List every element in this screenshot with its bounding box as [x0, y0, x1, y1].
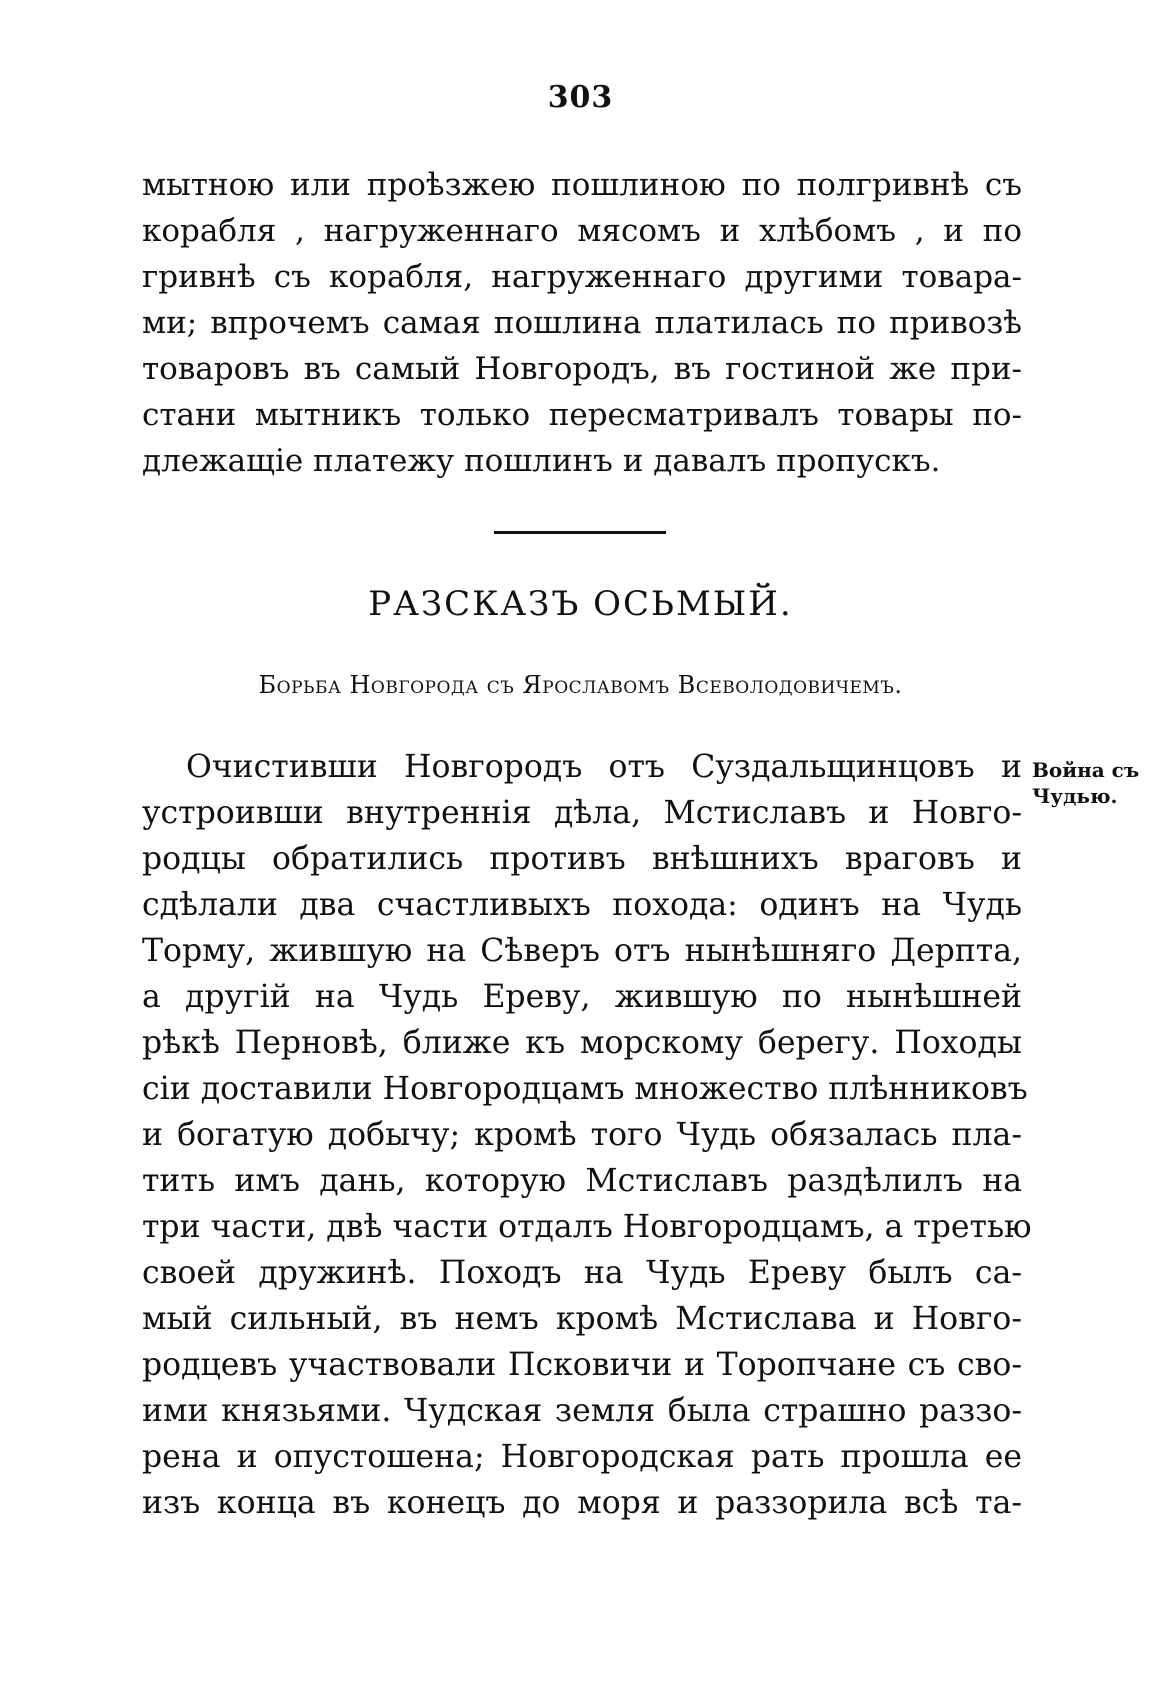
- text-line: корабля , нагруженнаго мясомъ и хлѣбомъ , и по: [142, 213, 1022, 249]
- text-line: Очистивши Новгородъ отъ Суздальщинцовъ и: [186, 749, 1022, 785]
- text-line: устроивши внутреннія дѣла, Мстиславъ и Новго-: [142, 795, 1022, 831]
- text-line: родцевъ участвовали Псковичи и Торопчане съ сво-: [142, 1347, 1022, 1383]
- text-line: стани мытникъ только пересматривалъ товары по-: [142, 397, 1022, 433]
- text-line: ими князьями. Чудская земля была страшно раззо-: [142, 1393, 1022, 1429]
- text-line: мый сильный, въ немъ кромѣ Мстислава и Новго-: [142, 1301, 1022, 1337]
- text-line: а другій на Чудь Ереву, жившую по нынѣшней: [142, 979, 1022, 1015]
- text-line: ми; впрочемъ самая пошлина платилась по привозѣ: [142, 305, 1022, 341]
- text-line: гривнѣ съ корабля, нагруженнаго другими товара-: [142, 259, 1022, 295]
- margin-note: [1032, 757, 1157, 809]
- page-number: 303: [547, 80, 614, 115]
- chapter-subtitle: Борьба Новгорода съ Ярославомъ Всеволодовичемъ.: [258, 671, 903, 699]
- text-line: сдѣлали два счастливыхъ похода: одинъ на Чудь: [142, 887, 1022, 923]
- text-line: и богатую добычу; кромѣ того Чудь обязалась пла-: [142, 1117, 1022, 1153]
- margin-note-line: Война съ: [1032, 758, 1140, 782]
- text-line: родцы обратились противъ внѣшнихъ враговъ и: [142, 841, 1022, 877]
- text-line: товаровъ въ самый Новгородъ, въ гостиной же при-: [142, 351, 1022, 387]
- top-paragraph: [142, 162, 1022, 484]
- text-line: три части, двѣ части отдалъ Новгородцамъ, а третью: [142, 1209, 1032, 1245]
- text-line: рѣкѣ Перновѣ, ближе къ морскому берегу. Походы: [142, 1025, 1022, 1061]
- text-line: своей дружинѣ. Походъ на Чудь Ереву былъ са-: [142, 1255, 1022, 1291]
- text-line: рена и опустошена; Новгородская рать прошла ее: [142, 1439, 1022, 1475]
- text-line: изъ конца въ конецъ до моря и раззорила всѣ та-: [142, 1485, 1022, 1521]
- text-line: длежащіе платежу пошлинъ и давалъ пропускъ.: [142, 443, 941, 479]
- text-line: Торму, жившую на Сѣверъ отъ нынѣшняго Дерпта,: [142, 933, 1022, 969]
- text-line: тить имъ дань, которую Мстиславъ раздѣлилъ на: [142, 1163, 1022, 1199]
- text-line: мытною или проѣзжею пошлиною по полгривнѣ съ: [142, 167, 1022, 203]
- margin-note-line: Чудью.: [1032, 784, 1118, 808]
- chapter-title: РАЗСКАЗЪ ОСЬМЫЙ.: [368, 584, 793, 624]
- text-line: сіи доставили Новгородцамъ множество плѣнниковъ: [142, 1071, 1028, 1107]
- section-divider: [494, 531, 666, 534]
- main-paragraph: [142, 744, 1032, 1526]
